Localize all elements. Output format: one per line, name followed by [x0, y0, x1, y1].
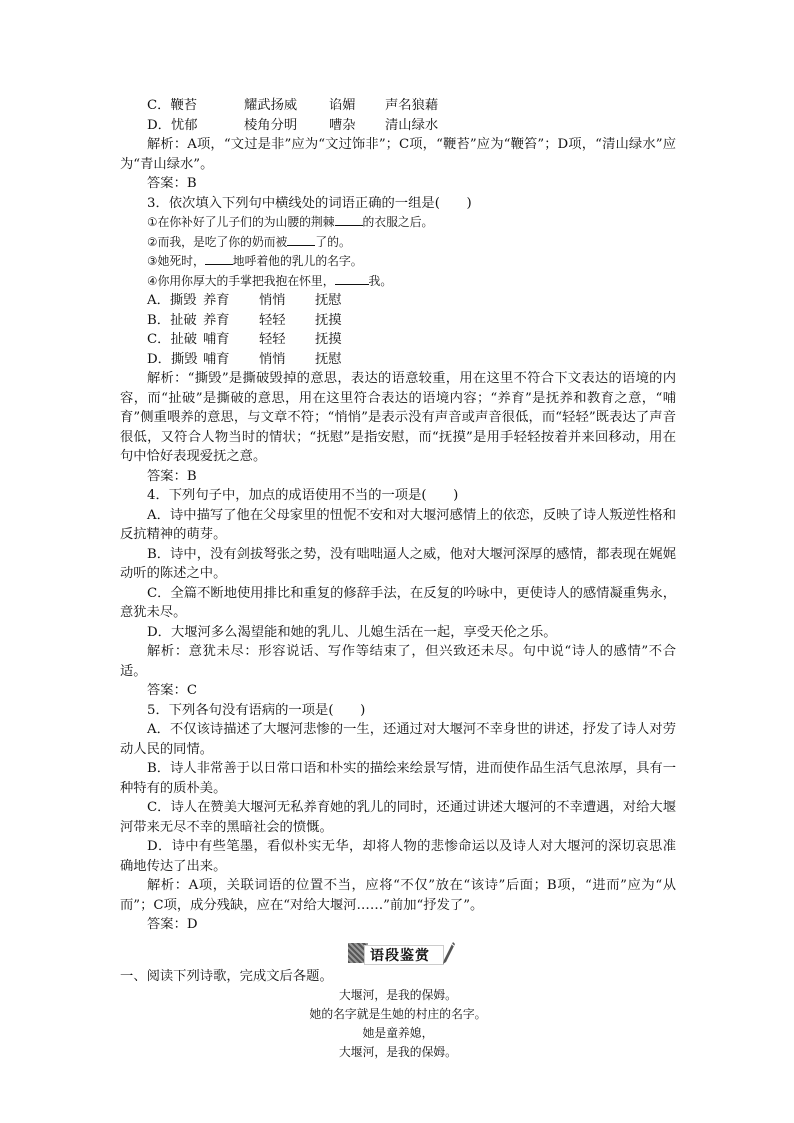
- q5-answer: 答案：D: [147, 917, 198, 932]
- section-banner: [120, 941, 676, 965]
- poem-line: 大堰河，是我的保姆。: [339, 1045, 457, 1059]
- q4-option-b: B．诗中，没有剑拔弩张之势，没有咄咄逼人之威，他对大堰河深厚的感情，都表现在娓娓动听的陈述之中。: [120, 546, 676, 581]
- q3-analysis: 解析：“撕毁”是撕破毁掉的意思，表达的语意较重，用在这里不符合下文表达的语境的内容，而“扯破”是撕破的意思，用在这里符合表达的语境内容；“养育”是抚养和教育之意，“哺育”侧重喂养的意思，与文章不符；“悄悄”是表示没有声音或声音很低，而“轻轻”既表达了声音很低，又符合人物当时的情状；“抚慰”是指安慰，而“抚摸”是用手轻轻按着并来回移动，用在句中恰好表现爱抚之意。: [120, 371, 676, 464]
- option-word: 棱角分明: [244, 117, 298, 133]
- q5-option-a: A．不仅该诗描述了大堰河悲惨的一生，还通过对大堰河不幸身世的讲述，抒发了诗人对劳动人民的同情。: [120, 722, 676, 757]
- q3-option-d: [120, 350, 676, 370]
- q3-sentence-4: [120, 272, 676, 292]
- q4-answer: 答案：C: [147, 683, 198, 698]
- q3-sentence-3: [120, 252, 676, 272]
- option-word: 哺育: [203, 351, 230, 367]
- q3-sentence-2: [120, 233, 676, 253]
- poem-line: 大堰河，是我的保姆。: [339, 988, 457, 1002]
- option-label: C．鞭苔: [147, 98, 198, 113]
- fill-blank: [205, 252, 233, 265]
- fill-blank: [287, 233, 315, 246]
- q5-option-d: D．诗中有些笔墨，看似朴实无华，却将人物的悲惨命运以及诗人对大堰河的深切哀思准确地传达了出来。: [120, 839, 676, 874]
- q3-option-b: [120, 311, 676, 331]
- q5-option-b: B．诗人非常善于以日常口语和朴实的描绘来绘景写情，进而使作品生活气息浓厚，具有一种特有的质朴美。: [120, 761, 676, 796]
- q3-stem: 3．依次填入下列句中横线处的词语正确的一组是( ): [147, 195, 472, 211]
- sentence-text: 的衣服之后。: [362, 215, 434, 229]
- q5-analysis: 解析：A项，关联词语的位置不当，应将“不仅”放在“该诗”后面；B项，“进而”应为“从而”；C项，成分残缺，应在“对给大堰河……”前加“抒发了”。: [120, 878, 676, 913]
- fill-blank: [335, 272, 369, 285]
- section-title: 语段鉴赏: [370, 947, 430, 964]
- sentence-text: ①在你补好了儿子们的为山腰的荆棘: [147, 215, 335, 229]
- q3-option-c: [120, 330, 676, 350]
- option-word: 耀武扬威: [244, 98, 298, 113]
- q4-option-d: D．大堰河多么渴望能和她的乳儿、儿媳生活在一起，享受天伦之乐。: [147, 624, 557, 640]
- q2-option-c: [120, 96, 676, 116]
- option-word: 养育: [203, 293, 230, 308]
- q2-option-d: [120, 116, 676, 136]
- option-word: 悄悄: [259, 293, 286, 308]
- q2-answer: 答案：B: [147, 176, 197, 191]
- document-content: [120, 96, 676, 1062]
- sentence-text: ④你用你厚大的手掌把我抱在怀里，: [147, 273, 335, 288]
- q4-stem: 4．下列句子中，加点的成语使用不当的一项是( ): [147, 488, 459, 503]
- poem-line: 她的名字就是生她的村庄的名字。: [309, 1007, 487, 1021]
- q2-analysis: 解析：A项，“文过是非”应为“文过饰非”；C项，“鞭苔”应为“鞭笞”；D项，“清山绿水”应为“青山绿水”。: [120, 137, 676, 172]
- pen-icon: [442, 941, 456, 965]
- option-word: 嘈杂: [329, 117, 356, 133]
- option-label: C．扯破: [147, 332, 198, 347]
- option-word: 声名狼藉: [385, 98, 439, 113]
- sentence-text: 地呼着他的乳儿的名字。: [232, 254, 363, 268]
- poem: [120, 986, 676, 1062]
- q4-option-a: A．诗中描写了他在父母家里的忸怩不安和对大堰河感情上的依恋，反映了诗人叛逆性格和反抗精神的萌芽。: [120, 507, 676, 542]
- section-instruction: 一、阅读下列诗歌，完成文后各题。: [120, 968, 333, 984]
- sentence-text: ③她死时，: [147, 254, 205, 268]
- option-word: 抚慰: [315, 351, 342, 367]
- option-word: 轻轻: [259, 312, 286, 328]
- option-word: 养育: [203, 312, 230, 328]
- option-word: 悄悄: [259, 351, 286, 367]
- q5-option-c: C．诗人在赞美大堰河无私养育她的乳儿的同时，还通过讲述大堰河的不幸遭遇，对给大堰河带来无尽不幸的黑暗社会的愤慨。: [120, 800, 676, 835]
- option-word: 抚摸: [315, 332, 342, 347]
- option-label: D．忧郁: [147, 117, 198, 133]
- option-word: 抚摸: [315, 312, 342, 328]
- option-label: B．扯破: [147, 312, 197, 328]
- sentence-text: 我。: [368, 273, 393, 288]
- q5-stem: 5．下列各句没有语病的一项是( ): [147, 702, 366, 718]
- q3-sentence-1: [120, 213, 676, 233]
- option-label: A．撕毁: [147, 293, 197, 308]
- option-word: 谄媚: [329, 98, 356, 113]
- sentence-text: ②而我，是吃了你的奶而被: [147, 234, 288, 249]
- poem-line: 她是童养媳，: [362, 1026, 434, 1040]
- q4-analysis: 解析：意犹未尽：形容说话、写作等结束了，但兴致还未尽。句中说“诗人的感情”不合适。: [120, 644, 676, 679]
- option-word: 轻轻: [259, 332, 286, 347]
- option-word: 清山绿水: [385, 117, 439, 133]
- q3-answer: 答案：B: [147, 468, 197, 484]
- sentence-text: 了的。: [315, 234, 351, 249]
- q3-option-a: [120, 291, 676, 311]
- q4-option-c: C．全篇不断地使用排比和重复的修辞手法，在反复的吟咏中，更使诗人的感情凝重隽永，意犹未尽。: [120, 585, 676, 620]
- option-word: 哺育: [203, 332, 230, 347]
- option-label: D．撕毁: [147, 351, 198, 367]
- option-word: 抚慰: [315, 293, 342, 308]
- banner-graphic: [334, 941, 462, 965]
- fill-blank: [335, 213, 363, 226]
